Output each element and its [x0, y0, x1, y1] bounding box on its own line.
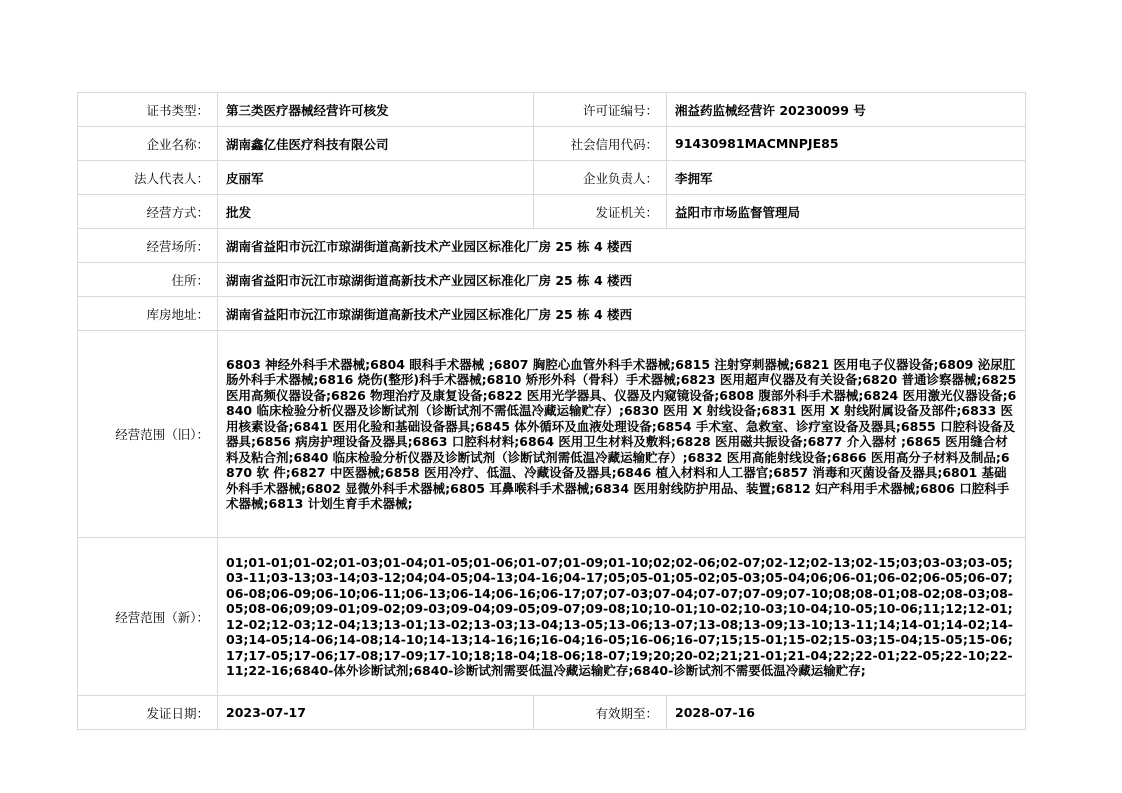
- row-dates: [78, 696, 1026, 730]
- valid-until-label: 有效期至：: [534, 696, 667, 730]
- legal-representative-label: 法人代表人：: [78, 161, 218, 195]
- row-scope-new: [78, 538, 1026, 696]
- scope-old-value: 6803 神经外科手术器械;6804 眼科手术器械 ;6807 胸腔心血管外科手术器械;6815 注射穿刺器械;6821 医用电子仪器设备;6809 泌尿肛肠外科手术器械;6816 烧伤(整形)科手术器械;6810 矫形外科（骨科）手术器械;6823 医用超声仪器及有关设备;6820 普通诊察器械;6825 医用高频仪器设备;6826 物理治疗及康复设备;6822 医用光学器具、仪器及内窥镜设备;6808 腹部外科手术器械;6824 医用激光仪器设备;6840 临床检验分析仪器及诊断试剂（诊断试剂不需低温冷藏运输贮存）;6830 医用 X 射线设备;6831 医用 X 射线附属设备及部件;6833 医用核素设备;6841 医用化验和基础设备器具;6845 体外循环及血液处理设备;6854 手术室、急救室、诊疗室设备及器具;6855 口腔科设备及器具;6856 病房护理设备及器具;6863 口腔科材料;6864 医用卫生材料及敷料;6828 医用磁共振设备;6877 介入器材 ;6865 医用缝合材料及粘合剂;6840 临床检验分析仪器及诊断试剂（诊断试剂需低温冷藏运输贮存）;6832 医用高能射线设备;6866 医用高分子材料及制品;6870 软 件;6827 中医器械;6858 医用冷疗、低温、冷藏设备及器具;6846 植入材料和人工器官;6857 消毒和灭菌设备及器具;6801 基础外科手术器械;6802 显微外科手术器械;6805 耳鼻喉科手术器械;6834 医用射线防护用品、装置;6812 妇产科用手术器械;6806 口腔科手术器械;6813 计划生育手术器械;: [218, 331, 1026, 538]
- person-in-charge-label: 企业负责人：: [534, 161, 667, 195]
- business-premises-value: 湖南省益阳市沅江市琼湖街道高新技术产业园区标准化厂房 25 栋 4 楼西: [218, 229, 1026, 263]
- license-table: [77, 92, 1026, 730]
- company-name-label: 企业名称：: [78, 127, 218, 161]
- legal-representative-value: 皮丽军: [218, 161, 534, 195]
- warehouse-address-value: 湖南省益阳市沅江市琼湖街道高新技术产业园区标准化厂房 25 栋 4 楼西: [218, 297, 1026, 331]
- row-company: [78, 127, 1026, 161]
- certificate-type-value: 第三类医疗器械经营许可核发: [218, 93, 534, 127]
- residence-value: 湖南省益阳市沅江市琼湖街道高新技术产业园区标准化厂房 25 栋 4 楼西: [218, 263, 1026, 297]
- license-number-value: 湘益药监械经营许 20230099 号: [667, 93, 1026, 127]
- row-warehouse: [78, 297, 1026, 331]
- business-mode-value: 批发: [218, 195, 534, 229]
- scope-old-label: 经营范围（旧）：: [78, 331, 218, 538]
- scope-new-value: 01;01-01;01-02;01-03;01-04;01-05;01-06;01-07;01-09;01-10;02;02-06;02-07;02-12;02-13;02-15;03;03-03;03-05;03-11;03-13;03-14;03-12;04;04-05;04-13;04-16;04-17;05;05-01;05-02;05-03;05-04;06;06-01;06-02;06-05;06-07;06-08;06-09;06-10;06-11;06-13;06-14;06-16;06-17;07;07-03;07-04;07-07;07-09;07-10;08;08-01;08-02;08-03;08-05;08-06;09;09-01;09-02;09-03;09-04;09-05;09-07;09-08;10;10-01;10-02;10-03;10-04;10-05;10-06;11;12;12-01;12-02;12-03;12-04;13;13-01;13-02;13-03;13-04;13-05;13-06;13-07;13-08;13-09;13-10;13-11;14;14-01;14-02;14-03;14-05;14-06;14-08;14-10;14-13;14-16;16;16-04;16-05;16-06;16-07;15;15-01;15-02;15-03;15-04;15-05;15-06;17;17-05;17-06;17-08;17-09;17-10;18;18-04;18-06;18-07;19;20;20-02;21;21-01;21-04;22;22-01;22-05;22-10;22-11;22-16;6840-体外诊断试剂;6840-诊断试剂需要低温冷藏运输贮存;6840-诊断试剂不需要低温冷藏运输贮存;: [218, 538, 1026, 696]
- license-number-label: 许可证编号：: [534, 93, 667, 127]
- company-name-value: 湖南鑫亿佳医疗科技有限公司: [218, 127, 534, 161]
- valid-until-value: 2028-07-16: [667, 696, 1026, 730]
- row-legal-representative: [78, 161, 1026, 195]
- warehouse-address-label: 库房地址：: [78, 297, 218, 331]
- issuing-authority-value: 益阳市市场监督管理局: [667, 195, 1026, 229]
- business-premises-label: 经营场所：: [78, 229, 218, 263]
- issuing-authority-label: 发证机关：: [534, 195, 667, 229]
- credit-code-label: 社会信用代码：: [534, 127, 667, 161]
- issue-date-value: 2023-07-17: [218, 696, 534, 730]
- scope-new-label: 经营范围（新）：: [78, 538, 218, 696]
- row-scope-old: [78, 331, 1026, 538]
- business-mode-label: 经营方式：: [78, 195, 218, 229]
- credit-code-value: 91430981MACMNPJE85: [667, 127, 1026, 161]
- residence-label: 住所：: [78, 263, 218, 297]
- row-business-premises: [78, 229, 1026, 263]
- person-in-charge-value: 李拥军: [667, 161, 1026, 195]
- row-certificate-type: [78, 93, 1026, 127]
- row-business-mode: [78, 195, 1026, 229]
- row-residence: [78, 263, 1026, 297]
- issue-date-label: 发证日期：: [78, 696, 218, 730]
- certificate-type-label: 证书类型：: [78, 93, 218, 127]
